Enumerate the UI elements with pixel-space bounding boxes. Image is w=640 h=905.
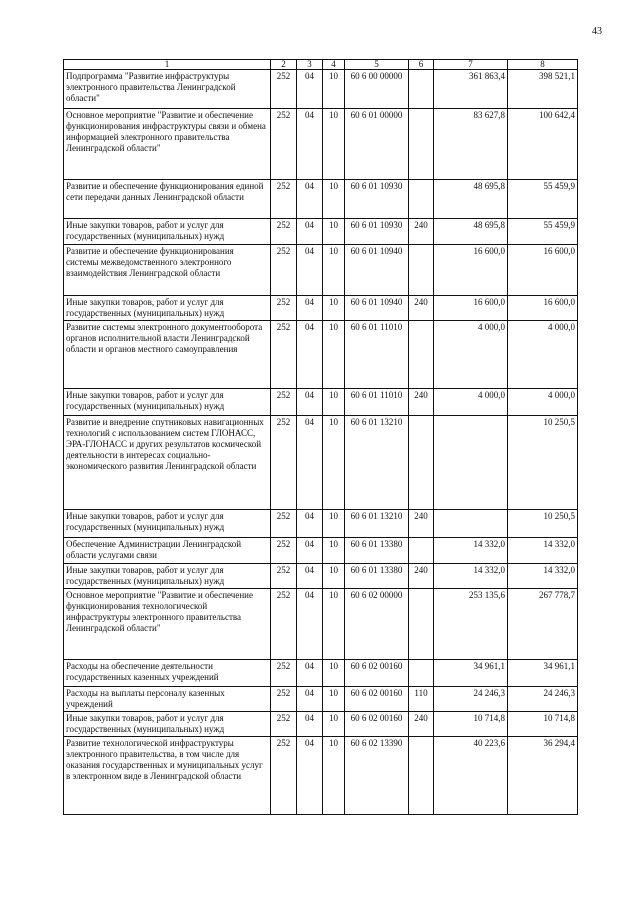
expense-type-cell xyxy=(409,737,434,815)
amount-year-2-cell: 4 000,0 xyxy=(508,389,578,416)
amount-year-2-cell: 10 714,8 xyxy=(508,712,578,737)
target-article-cell: 60 6 01 13210 xyxy=(345,416,409,510)
amount-year-2-cell: 100 642,4 xyxy=(508,109,578,180)
subsection-cell: 10 xyxy=(323,416,345,510)
admin-code-cell: 252 xyxy=(271,389,297,416)
item-name-cell: Иные закупки товаров, работ и услуг для государственных (муниципальных) нужд xyxy=(64,296,271,321)
subsection-cell: 10 xyxy=(323,245,345,296)
item-name-cell: Иные закупки товаров, работ и услуг для государственных (муниципальных) нужд xyxy=(64,510,271,538)
amount-year-1-cell: 24 246,3 xyxy=(434,687,508,712)
amount-year-1-cell: 40 223,6 xyxy=(434,737,508,815)
subsection-cell: 10 xyxy=(323,109,345,180)
admin-code-cell: 252 xyxy=(271,687,297,712)
subsection-cell: 10 xyxy=(323,321,345,389)
section-cell: 04 xyxy=(297,389,323,416)
section-cell: 04 xyxy=(297,712,323,737)
target-article-cell: 60 6 02 13390 xyxy=(345,737,409,815)
target-article-cell: 60 6 02 00160 xyxy=(345,660,409,687)
item-name-cell: Иные закупки товаров, работ и услуг для государственных (муниципальных) нужд xyxy=(64,389,271,416)
table-row xyxy=(64,416,578,510)
column-header: 4 xyxy=(323,60,345,70)
table-row xyxy=(64,70,578,109)
table-row xyxy=(64,109,578,180)
amount-year-1-cell: 14 332,0 xyxy=(434,538,508,564)
section-cell: 04 xyxy=(297,245,323,296)
target-article-cell: 60 6 02 00160 xyxy=(345,712,409,737)
item-name-cell: Основное мероприятие "Развитие и обеспечение функционирования инфраструктуры связи и обмена информацией электронного правительства Ленинградской области" xyxy=(64,109,271,180)
target-article-cell: 60 6 01 11010 xyxy=(345,321,409,389)
item-name-cell: Иные закупки товаров, работ и услуг для государственных (муниципальных) нужд xyxy=(64,219,271,245)
target-article-cell: 60 6 01 10940 xyxy=(345,245,409,296)
item-name-cell: Развитие системы электронного документооборота органов исполнительной власти Ленинградской области и органов местного самоуправления xyxy=(64,321,271,389)
amount-year-1-cell: 4 000,0 xyxy=(434,389,508,416)
subsection-cell: 10 xyxy=(323,660,345,687)
item-name-cell: Развитие технологической инфраструктуры электронного правительства, в том числе для оказания государственных и муниципальных услуг в электронном виде в Ленинградской области xyxy=(64,737,271,815)
table-row xyxy=(64,296,578,321)
admin-code-cell: 252 xyxy=(271,589,297,660)
admin-code-cell: 252 xyxy=(271,510,297,538)
amount-year-2-cell: 398 521,1 xyxy=(508,70,578,109)
column-header: 3 xyxy=(297,60,323,70)
amount-year-2-cell: 55 459,9 xyxy=(508,219,578,245)
target-article-cell: 60 6 01 11010 xyxy=(345,389,409,416)
subsection-cell: 10 xyxy=(323,687,345,712)
subsection-cell: 10 xyxy=(323,538,345,564)
target-article-cell: 60 6 01 00000 xyxy=(345,109,409,180)
expense-type-cell xyxy=(409,416,434,510)
expense-type-cell xyxy=(409,70,434,109)
header-row xyxy=(64,60,578,70)
item-name-cell: Развитие и обеспечение функционирования системы межведомственного электронного взаимодействия Ленинградской области xyxy=(64,245,271,296)
table-row xyxy=(64,660,578,687)
column-header: 1 xyxy=(64,60,271,70)
table-row xyxy=(64,538,578,564)
section-cell: 04 xyxy=(297,687,323,712)
amount-year-2-cell: 4 000,0 xyxy=(508,321,578,389)
target-article-cell: 60 6 01 10930 xyxy=(345,180,409,219)
admin-code-cell: 252 xyxy=(271,321,297,389)
target-article-cell: 60 6 00 00000 xyxy=(345,70,409,109)
section-cell: 04 xyxy=(297,737,323,815)
expense-type-cell: 240 xyxy=(409,389,434,416)
column-header: 8 xyxy=(508,60,578,70)
amount-year-2-cell: 267 778,7 xyxy=(508,589,578,660)
table-row xyxy=(64,564,578,589)
amount-year-1-cell: 48 695,8 xyxy=(434,219,508,245)
subsection-cell: 10 xyxy=(323,510,345,538)
table-row xyxy=(64,389,578,416)
amount-year-1-cell: 10 714,8 xyxy=(434,712,508,737)
admin-code-cell: 252 xyxy=(271,737,297,815)
column-header: 7 xyxy=(434,60,508,70)
amount-year-2-cell: 16 600,0 xyxy=(508,296,578,321)
amount-year-1-cell: 14 332,0 xyxy=(434,564,508,589)
expense-type-cell xyxy=(409,180,434,219)
expense-type-cell xyxy=(409,109,434,180)
section-cell: 04 xyxy=(297,70,323,109)
table-row xyxy=(64,219,578,245)
section-cell: 04 xyxy=(297,109,323,180)
amount-year-1-cell: 16 600,0 xyxy=(434,296,508,321)
item-name-cell: Иные закупки товаров, работ и услуг для государственных (муниципальных) нужд xyxy=(64,712,271,737)
admin-code-cell: 252 xyxy=(271,70,297,109)
table-row xyxy=(64,712,578,737)
table-row xyxy=(64,687,578,712)
admin-code-cell: 252 xyxy=(271,180,297,219)
section-cell: 04 xyxy=(297,219,323,245)
expense-type-cell: 240 xyxy=(409,219,434,245)
subsection-cell: 10 xyxy=(323,219,345,245)
subsection-cell: 10 xyxy=(323,180,345,219)
item-name-cell: Расходы на выплаты персоналу казенных учреждений xyxy=(64,687,271,712)
admin-code-cell: 252 xyxy=(271,296,297,321)
section-cell: 04 xyxy=(297,510,323,538)
expense-type-cell xyxy=(409,321,434,389)
admin-code-cell: 252 xyxy=(271,219,297,245)
table-row xyxy=(64,180,578,219)
section-cell: 04 xyxy=(297,321,323,389)
subsection-cell: 10 xyxy=(323,564,345,589)
table-row xyxy=(64,321,578,389)
admin-code-cell: 252 xyxy=(271,416,297,510)
amount-year-1-cell: 16 600,0 xyxy=(434,245,508,296)
amount-year-2-cell: 10 250,5 xyxy=(508,416,578,510)
amount-year-1-cell: 361 863,4 xyxy=(434,70,508,109)
subsection-cell: 10 xyxy=(323,737,345,815)
target-article-cell: 60 6 01 13380 xyxy=(345,564,409,589)
subsection-cell: 10 xyxy=(323,589,345,660)
column-header: 5 xyxy=(345,60,409,70)
column-header: 2 xyxy=(271,60,297,70)
subsection-cell: 10 xyxy=(323,296,345,321)
target-article-cell: 60 6 01 10930 xyxy=(345,219,409,245)
target-article-cell: 60 6 02 00000 xyxy=(345,589,409,660)
table-row xyxy=(64,737,578,815)
amount-year-2-cell: 24 246,3 xyxy=(508,687,578,712)
expense-type-cell xyxy=(409,245,434,296)
amount-year-2-cell: 10 250,5 xyxy=(508,510,578,538)
budget-table xyxy=(63,59,578,815)
table-row xyxy=(64,510,578,538)
subsection-cell: 10 xyxy=(323,389,345,416)
amount-year-1-cell xyxy=(434,510,508,538)
table-row xyxy=(64,245,578,296)
item-name-cell: Расходы на обеспечение деятельности государственных казенных учреждений xyxy=(64,660,271,687)
target-article-cell: 60 6 01 13380 xyxy=(345,538,409,564)
item-name-cell: Развитие и обеспечение функционирования единой сети передачи данных Ленинградской области xyxy=(64,180,271,219)
expense-type-cell: 240 xyxy=(409,712,434,737)
amount-year-1-cell: 48 695,8 xyxy=(434,180,508,219)
amount-year-2-cell: 16 600,0 xyxy=(508,245,578,296)
amount-year-2-cell: 34 961,1 xyxy=(508,660,578,687)
item-name-cell: Иные закупки товаров, работ и услуг для государственных (муниципальных) нужд xyxy=(64,564,271,589)
section-cell: 04 xyxy=(297,416,323,510)
admin-code-cell: 252 xyxy=(271,109,297,180)
expense-type-cell xyxy=(409,589,434,660)
table-row xyxy=(64,589,578,660)
amount-year-2-cell: 55 459,9 xyxy=(508,180,578,219)
item-name-cell: Подпрограмма "Развитие инфраструктуры электронного правительства Ленинградской области" xyxy=(64,70,271,109)
admin-code-cell: 252 xyxy=(271,538,297,564)
expense-type-cell: 240 xyxy=(409,296,434,321)
expense-type-cell: 240 xyxy=(409,510,434,538)
item-name-cell: Развитие и внедрение спутниковых навигационных технологий с использованием систем ГЛОНАСС, ЭРА-ГЛОНАСС и других результатов космической деятельности в интересах социально-экономического развития Ленинградской области xyxy=(64,416,271,510)
section-cell: 04 xyxy=(297,180,323,219)
target-article-cell: 60 6 01 10940 xyxy=(345,296,409,321)
section-cell: 04 xyxy=(297,296,323,321)
expense-type-cell xyxy=(409,538,434,564)
amount-year-1-cell xyxy=(434,416,508,510)
page-number: 43 xyxy=(592,26,602,37)
item-name-cell: Обеспечение Администрации Ленинградской области услугами связи xyxy=(64,538,271,564)
amount-year-2-cell: 14 332,0 xyxy=(508,564,578,589)
item-name-cell: Основное мероприятие "Развитие и обеспечение функционирования технологической инфраструктуры электронного правительства Ленинградской области" xyxy=(64,589,271,660)
amount-year-1-cell: 34 961,1 xyxy=(434,660,508,687)
amount-year-2-cell: 36 294,4 xyxy=(508,737,578,815)
section-cell: 04 xyxy=(297,660,323,687)
expense-type-cell: 110 xyxy=(409,687,434,712)
section-cell: 04 xyxy=(297,589,323,660)
section-cell: 04 xyxy=(297,538,323,564)
column-header: 6 xyxy=(409,60,434,70)
expense-type-cell: 240 xyxy=(409,564,434,589)
amount-year-1-cell: 4 000,0 xyxy=(434,321,508,389)
section-cell: 04 xyxy=(297,564,323,589)
subsection-cell: 10 xyxy=(323,712,345,737)
admin-code-cell: 252 xyxy=(271,660,297,687)
subsection-cell: 10 xyxy=(323,70,345,109)
amount-year-1-cell: 253 135,6 xyxy=(434,589,508,660)
target-article-cell: 60 6 02 00160 xyxy=(345,687,409,712)
amount-year-1-cell: 83 627,8 xyxy=(434,109,508,180)
amount-year-2-cell: 14 332,0 xyxy=(508,538,578,564)
expense-type-cell xyxy=(409,660,434,687)
admin-code-cell: 252 xyxy=(271,245,297,296)
admin-code-cell: 252 xyxy=(271,712,297,737)
target-article-cell: 60 6 01 13210 xyxy=(345,510,409,538)
admin-code-cell: 252 xyxy=(271,564,297,589)
